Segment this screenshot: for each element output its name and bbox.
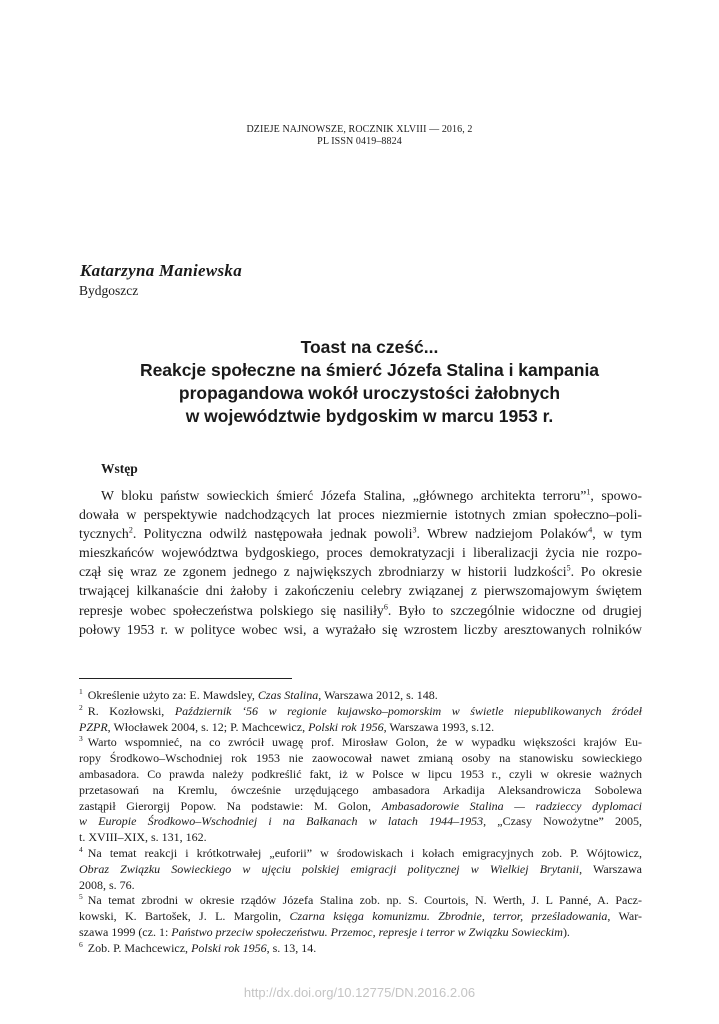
footnote-number: 1 (79, 687, 83, 696)
journal-line: DZIEJE NAJNOWSZE, ROCZNIK XLVIII — 2016, 2 (246, 124, 473, 135)
footnote (79, 893, 642, 940)
footnote-number: 6 (79, 939, 83, 949)
footnote-number: 2 (79, 702, 83, 712)
footnote-ref[interactable]: 4 (588, 525, 593, 535)
author-affiliation: Bydgoszcz (79, 283, 139, 298)
footnote-line: przetasowań na Kremlu, ówcześnie urzędującego ambasadora Arkadija Aleksandrowicza Sobolewa (79, 782, 642, 797)
footnote-line: szawa 1999 (cz. 1: Państwo przeciw społeczeństwu. Przemoc, represje i terror w Związku Sowieckim). (79, 924, 570, 939)
footnote (79, 941, 642, 957)
footnotes (79, 688, 642, 957)
body-line: tycznych$^2$. Polityczna odwilż następowała jednak powoli$^3$. Wbrew nadziejom Polaków$^4$, w tym (79, 525, 642, 542)
footnote-ref[interactable]: 3 (412, 525, 417, 535)
footnote-ref[interactable]: 2 (128, 525, 133, 535)
title-line: Reakcje społeczne na śmierć Józefa Stalina i kampania (139, 360, 600, 380)
body-line: trwającej kilkanaście dni żałoby i zakończeniu celebry związanej z pierwszomajowym świętem (79, 583, 642, 599)
footnote-line: kowski, K. Bartošek, J. L. Margolin, Czarna księga komunizmu. Zbrodnie, terror, prześladowania, War- (79, 909, 642, 924)
footnote-line: $^4$ Na temat reakcji i krótkotrwałej „euforii” w środowiskach i kołach emigracyjnych zob. P. Wójtowicz, (79, 844, 642, 860)
author-name: Katarzyna Maniewska (80, 261, 243, 280)
body-line: dowała w perspektywie nadchodzących lat proces niezmiernie istotnych zmian społeczno–poli- (79, 507, 642, 523)
footnote-line: ambasadora. Co prawda należy podkreślić fakt, iż w Polsce w lipcu 1953 r., czyli w okresie ważnych (79, 766, 642, 781)
body-line: mieszkańców województwa bydgoskiego, proces demokratyzacji i liberalizacji życia nie rozpo- (79, 545, 642, 561)
footnote-separator (79, 678, 292, 679)
title-line: Toast na cześć... (300, 337, 439, 357)
footnote-number: 5 (79, 892, 83, 902)
footnote-line: 2008, s. 76. (79, 877, 135, 892)
footnote (79, 735, 642, 846)
footnote-line: $^6$ Zob. P. Machcewicz, Polski rok 1956, s. 13, 14. (79, 939, 317, 955)
footnote-line: ropy Środkowo–Wschodniej rok 1953 nie zaowocował nawet zmianą osoby na stanowisku sowieckiego (79, 751, 642, 766)
body-line: czął się wraz ze zgonem jednego z największych zbrodniarzy w historii ludzkości$^5$. Po okresie (79, 563, 643, 580)
body-paragraph (79, 486, 642, 639)
footnote-line: $^3$ Warto wspomnieć, na co zwrócił uwagę prof. Mirosław Golon, że w wypadku większości krajów Eu- (79, 734, 642, 750)
body-line: połowy 1953 r. w polityce wobec wsi, a wyrażało się wzrostem liczby aresztowanych rolników (79, 621, 642, 637)
footnote-line: w Europie Środkowo–Wschodniej i na Bałkanach w latach 1944–1953, „Czasy Nowożytne” 2005, (79, 814, 642, 829)
title-line: w województwie bydgoskim w marcu 1953 r. (185, 406, 554, 426)
footnote-ref[interactable]: 1 (586, 487, 591, 497)
footnote-line: PZPR, Włocławek 2004, s. 12; P. Machcewicz, Polski rok 1956, Warszawa 1993, s.12. (79, 719, 495, 734)
running-header (0, 124, 719, 148)
footnote-line: $^1$ Określenie użyto za: E. Mawdsley, Czas Stalina, Warszawa 2012, s. 148. (79, 687, 438, 702)
article-title (60, 336, 679, 428)
footnote-line: zastąpił Gierorgij Popow. Na podstawie: M. Golon, Ambasadorowie Stalina — radzieccy dyplomaci (79, 798, 642, 813)
footnote-line: $^2$ R. Kozłowski, Październik ‘56 w regionie kujawsko–pomorskim w świetle niepublikowanych źródeł (79, 702, 643, 718)
footnote (79, 846, 642, 893)
footnote (79, 688, 642, 704)
footnote-number: 4 (79, 844, 83, 854)
footnote-ref[interactable]: 5 (566, 563, 571, 573)
doi-watermark: http://dx.doi.org/10.12775/DN.2016.2.06 (243, 985, 476, 1000)
section-heading: Wstęp (101, 461, 138, 476)
footnote-ref[interactable]: 6 (383, 601, 388, 611)
footnote-line: Obraz Związku Sowieckiego w ujęciu polskiej emigracji politycznej w Wielkiej Brytanii, Warszawa (79, 861, 642, 876)
issn-line: PL ISSN 0419–8824 (317, 136, 402, 147)
body-line: W bloku państw sowieckich śmierć Józefa Stalina, „głównego architekta terroru”$^1$, spowo- (101, 487, 642, 503)
footnote-line: $^5$ Na temat zbrodni w okresie rządów Józefa Stalina zob. np. S. Courtois, N. Werth, J. L Panné, A. Pacz- (79, 892, 642, 908)
footnote-number: 3 (79, 734, 83, 744)
footnote (79, 704, 642, 736)
title-line: propagandowa wokół uroczystości żałobnych (178, 383, 561, 403)
footnote-line: t. XVIII–XIX, s. 131, 162. (79, 830, 207, 845)
body-line: represje wobec społeczeństwa polskiego się nasiliły$^6$. Było to szczególnie widoczne od drugiej (79, 601, 642, 618)
